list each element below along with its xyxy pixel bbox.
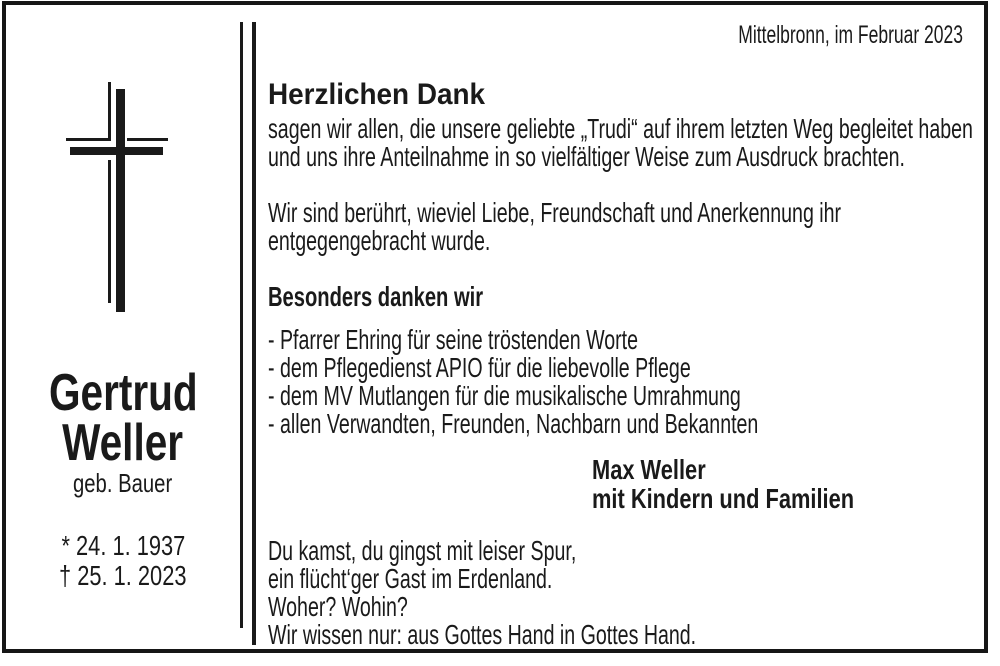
signature-family: mit Kindern und Familien: [592, 483, 855, 514]
text-line: entgegengebracht wurde.: [268, 225, 491, 256]
divider-line-left: [240, 22, 243, 628]
list-item: - Pfarrer Ehring für seine tröstenden Worte: [268, 324, 639, 355]
maiden-name: geb. Bauer: [73, 468, 173, 498]
thanks-paragraph-1: [268, 115, 1000, 171]
divider-line-right: [252, 22, 256, 645]
birth-date: * 24. 1. 1937: [61, 530, 185, 561]
poem-line: Wir wissen nur: aus Gottes Hand in Gottes Hand.: [268, 619, 697, 650]
special-thanks-title: Besonders danken wir: [268, 281, 484, 312]
memorial-poem: [268, 537, 880, 649]
list-item: - dem MV Mutlangen für die musikalische Umrahmung: [268, 380, 741, 411]
deceased-last-name: Weller: [62, 414, 184, 472]
thanks-paragraph-2: [268, 199, 1000, 255]
dateline: Mittelbronn, im Februar 2023: [738, 21, 963, 49]
signature-name: Max Weller: [592, 454, 706, 485]
deceased-name: [5, 364, 241, 472]
poem-line: Du kamst, du gingst mit leiser Spur,: [268, 535, 577, 566]
death-date: † 25. 1. 2023: [59, 560, 187, 591]
poem-line: ein flücht‘ger Gast im Erdenland.: [268, 563, 553, 594]
left-column: [5, 0, 241, 655]
text-line: sagen wir allen, die unsere geliebte „Trudi“ auf ihrem letzten Weg begleitet haben: [268, 113, 973, 144]
signature-block: [592, 455, 928, 513]
thanks-title: Herzlichen Dank: [268, 78, 486, 111]
text-line: Wir sind berührt, wieviel Liebe, Freundschaft und Anerkennung ihr: [268, 197, 842, 228]
special-thanks-list: [268, 326, 968, 438]
list-item: - dem Pflegedienst APIO für die liebevolle Pflege: [268, 352, 691, 383]
list-item: - allen Verwandten, Freunden, Nachbarn und Bekannten: [268, 408, 759, 439]
text-line: und uns ihre Anteilnahme in so vielfältiger Weise zum Ausdruck brachten.: [268, 141, 905, 172]
deceased-first-name: Gertrud: [48, 364, 198, 422]
poem-line: Woher? Wohin?: [268, 591, 408, 622]
memorial-cross-icon: [61, 80, 168, 314]
life-dates: [5, 531, 241, 591]
